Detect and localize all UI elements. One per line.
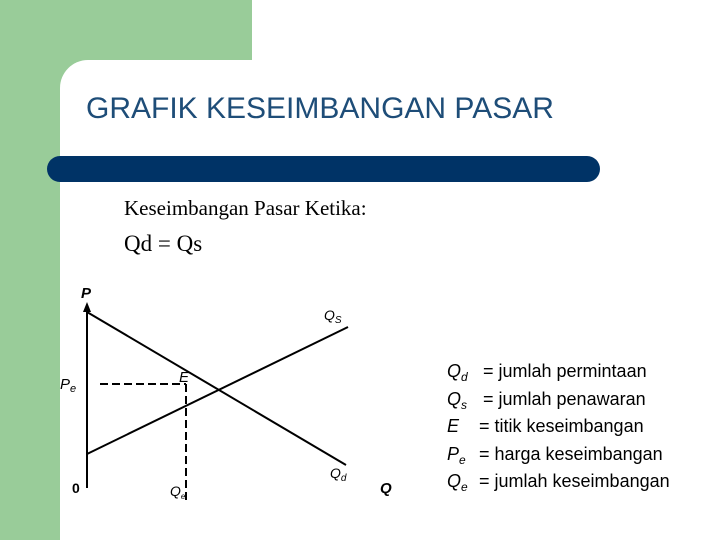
legend-symbol: $Q_e$ <box>447 471 468 494</box>
demand-curve <box>87 312 346 465</box>
equilibrium-price-label: $P_e$ <box>60 376 77 395</box>
supply-curve-label: $Q_S$ <box>324 307 342 326</box>
legend-item <box>447 471 670 499</box>
legend <box>447 361 670 499</box>
legend-item <box>447 389 670 417</box>
y-axis-label: P <box>81 285 92 302</box>
equilibrium-point-label: E <box>179 369 190 386</box>
demand-curve-label: $Q_d$ <box>330 465 347 484</box>
legend-symbol: $Q_s$ <box>447 388 468 412</box>
subtitle: Keseimbangan Pasar Ketika: <box>124 196 367 220</box>
equilibrium-quantity-label: $Q_e$ <box>170 483 186 501</box>
legend-text: = harga keseimbangan <box>479 443 663 464</box>
origin-label: 0 <box>72 480 80 496</box>
legend-symbol: $P_e$ <box>447 443 466 467</box>
legend-text: = jumlah permintaan <box>483 361 647 381</box>
supply-curve <box>87 327 348 454</box>
legend-text: = titik keseimbangan <box>479 416 644 436</box>
legend-text: = jumlah keseimbangan <box>479 471 670 491</box>
legend-item <box>447 444 670 472</box>
equation: Qd = Qs <box>124 231 203 256</box>
legend-symbol: E <box>447 416 460 436</box>
y-axis-arrow <box>83 302 91 312</box>
legend-text: = jumlah penawaran <box>483 388 646 409</box>
slide-title: GRAFIK KESEIMBANGAN PASAR <box>86 92 554 125</box>
x-axis-label: Q <box>380 480 392 497</box>
legend-item <box>447 416 670 444</box>
legend-symbol: $Q_d$ <box>447 361 468 384</box>
legend-item <box>447 361 670 389</box>
